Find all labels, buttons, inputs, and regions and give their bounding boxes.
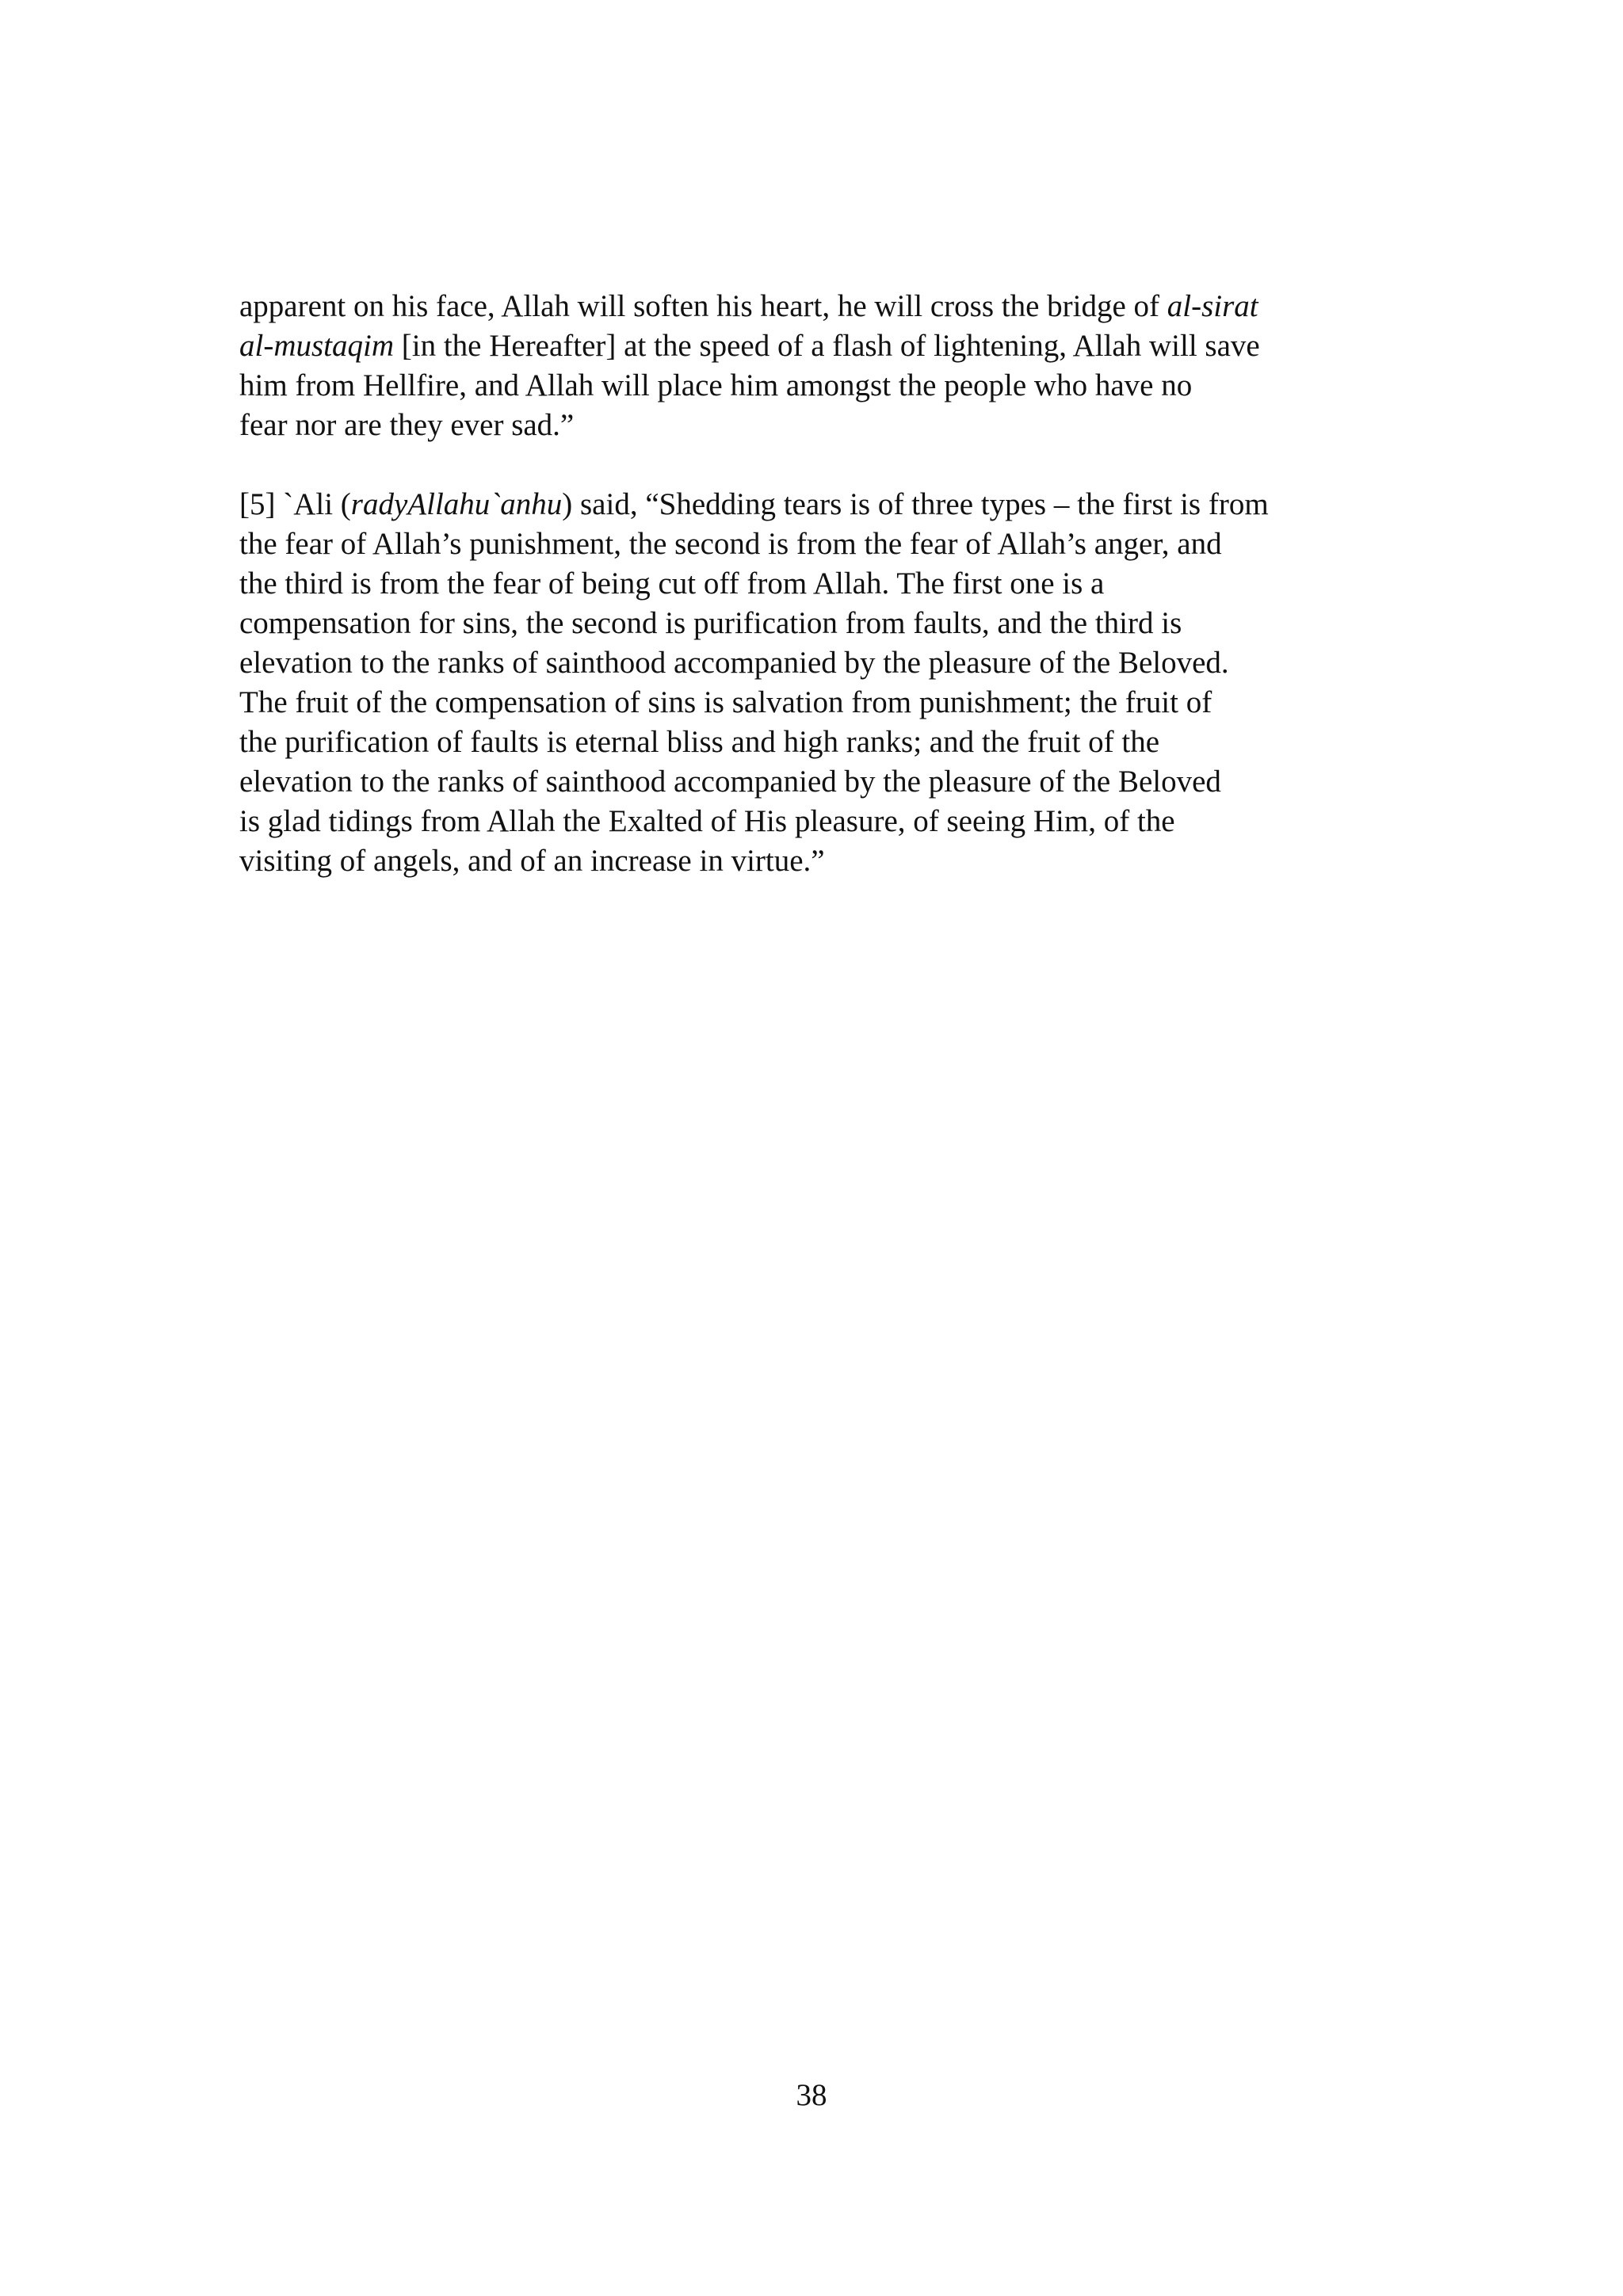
page-number: 38 — [796, 2078, 827, 2112]
text-line — [239, 326, 1396, 366]
text-run: [5] `Ali ( — [239, 487, 351, 521]
text-line: the purification of faults is eternal bliss and high ranks; and the fruit of the — [239, 725, 1160, 759]
text-line: elevation to the ranks of sainthood accompanied by the pleasure of the Beloved. — [239, 646, 1229, 680]
italic-term: radyAllahu`anhu — [350, 487, 563, 521]
text-run: ) said, “Shedding tears is of three types – the first is from — [562, 487, 1269, 521]
text-line: visiting of angels, and of an increase in virtue.” — [239, 844, 825, 878]
text-line: the fear of Allah’s punishment, the second is from the fear of Allah’s anger, and — [239, 527, 1222, 561]
text-line: fear nor are they ever sad.” — [239, 408, 575, 442]
text-line: compensation for sins, the second is purification from faults, and the third is — [239, 606, 1182, 640]
text-line — [239, 485, 1396, 524]
text-run: [in the Hereafter] at the speed of a flash of lightening, Allah will save — [394, 329, 1260, 363]
text-run: apparent on his face, Allah will soften his heart, he will cross the bridge of — [239, 289, 1167, 323]
text-line: elevation to the ranks of sainthood accompanied by the pleasure of the Beloved — [239, 765, 1221, 799]
paragraph-continuation — [239, 287, 1396, 445]
text-line: The fruit of the compensation of sins is salvation from punishment; the fruit of — [239, 685, 1212, 719]
text-line: the third is from the fear of being cut off from Allah. The first one is a — [239, 566, 1105, 601]
italic-term: al-sirat — [1167, 289, 1258, 323]
text-line: is glad tidings from Allah the Exalted of His pleasure, of seeing Him, of the — [239, 804, 1175, 838]
text-line — [239, 287, 1396, 326]
paragraph-5 — [239, 485, 1396, 881]
text-line: him from Hellfire, and Allah will place him amongst the people who have no — [239, 368, 1193, 402]
italic-term: al-mustaqim — [239, 329, 394, 363]
